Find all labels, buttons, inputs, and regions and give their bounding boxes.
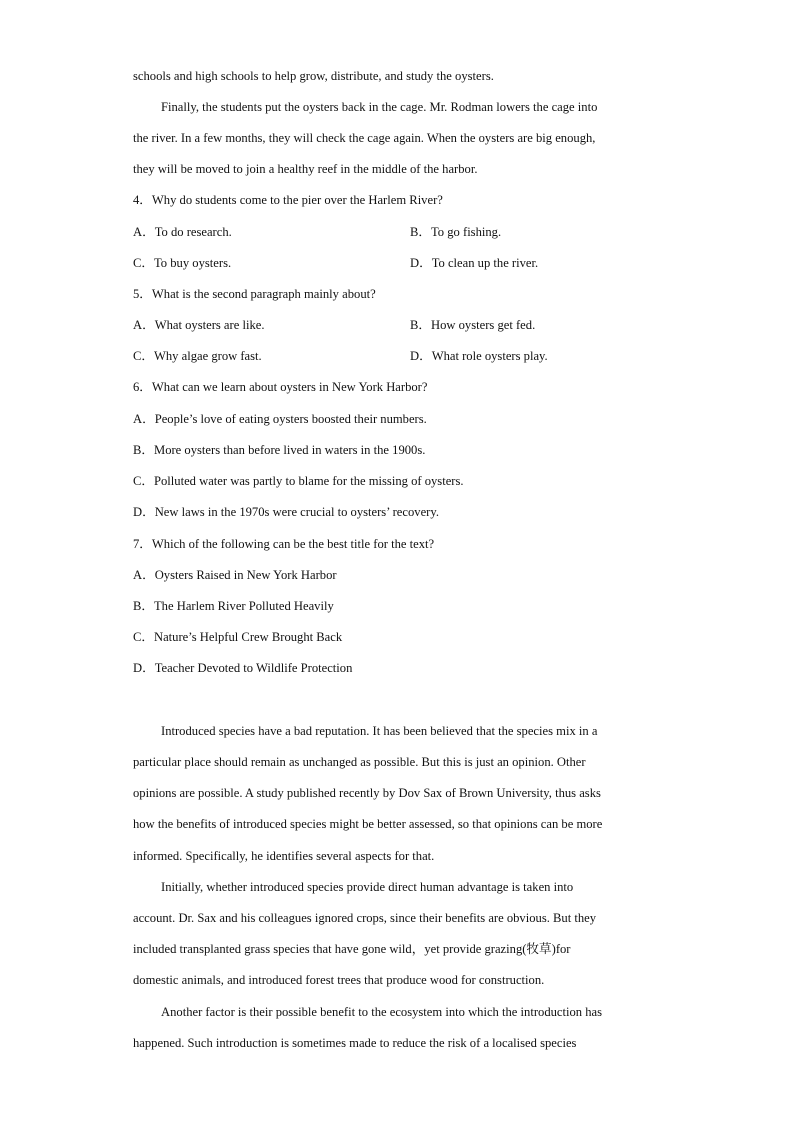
- question-4-option-a: A．To do research.: [133, 225, 232, 239]
- question-5-option-b: B．How oysters get fed.: [410, 318, 536, 332]
- question-6-option-b: B．More oysters than before lived in waters in the 1900s.: [133, 443, 426, 457]
- passage2-line-5: informed. Specifically, he identifies several aspects for that.: [133, 849, 435, 863]
- passage2-line-9: domestic animals, and introduced forest trees that produce wood for construction.: [133, 973, 545, 987]
- question-7-option-b: B．The Harlem River Polluted Heavily: [133, 599, 334, 613]
- passage2-line-2: particular place should remain as unchanged as possible. But this is just an opinion. Other: [133, 755, 586, 769]
- question-4-option-b: B．To go fishing.: [410, 225, 502, 239]
- question-5-stem: 5．What is the second paragraph mainly about?: [133, 287, 376, 301]
- question-7-option-a: A．Oysters Raised in New York Harbor: [133, 568, 337, 582]
- passage2-line-6: Initially, whether introduced species provide direct human advantage is taken into: [161, 880, 574, 894]
- passage2-line-11: happened. Such introduction is sometimes made to reduce the risk of a localised species: [133, 1036, 577, 1050]
- passage1-line-1: schools and high schools to help grow, distribute, and study the oysters.: [133, 69, 494, 83]
- question-4-option-d: D．To clean up the river.: [410, 256, 539, 270]
- passage2-line-1: Introduced species have a bad reputation. It has been believed that the species mix in a: [161, 724, 598, 738]
- passage2-line-4: how the benefits of introduced species might be better assessed, so that opinions can be more: [133, 817, 603, 831]
- question-5-option-a: A．What oysters are like.: [133, 318, 265, 332]
- passage2-line-7: account. Dr. Sax and his colleagues ignored crops, since their benefits are obvious. But they: [133, 911, 597, 925]
- passage1-line-4: they will be moved to join a healthy reef in the middle of the harbor.: [133, 162, 478, 176]
- passage1-line-3: the river. In a few months, they will check the cage again. When the oysters are big enough,: [133, 131, 596, 145]
- question-7-option-c: C．Nature’s Helpful Crew Brought Back: [133, 630, 343, 644]
- question-7-option-d: D．Teacher Devoted to Wildlife Protection: [133, 661, 353, 675]
- question-6-option-c: C．Polluted water was partly to blame for the missing of oysters.: [133, 474, 464, 488]
- passage2-line-3: opinions are possible. A study published recently by Dov Sax of Brown University, thus asks: [133, 786, 601, 800]
- question-6-option-d: D．New laws in the 1970s were crucial to oysters’ recovery.: [133, 505, 439, 519]
- passage2-line-8: included transplanted grass species that have gone wild，yet provide grazing(牧草)for: [133, 942, 571, 956]
- question-4-stem: 4．Why do students come to the pier over the Harlem River?: [133, 193, 443, 207]
- question-5-option-d: D．What role oysters play.: [410, 349, 548, 363]
- passage1-line-2: Finally, the students put the oysters back in the cage. Mr. Rodman lowers the cage into: [161, 100, 598, 114]
- question-6-stem: 6．What can we learn about oysters in New York Harbor?: [133, 380, 428, 394]
- question-7-stem: 7．Which of the following can be the best title for the text?: [133, 537, 435, 551]
- question-4-option-c: C．To buy oysters.: [133, 256, 232, 270]
- passage2-line-10: Another factor is their possible benefit to the ecosystem into which the introduction has: [161, 1005, 603, 1019]
- question-6-option-a: A．People’s love of eating oysters boosted their numbers.: [133, 412, 427, 426]
- question-5-option-c: C．Why algae grow fast.: [133, 349, 262, 363]
